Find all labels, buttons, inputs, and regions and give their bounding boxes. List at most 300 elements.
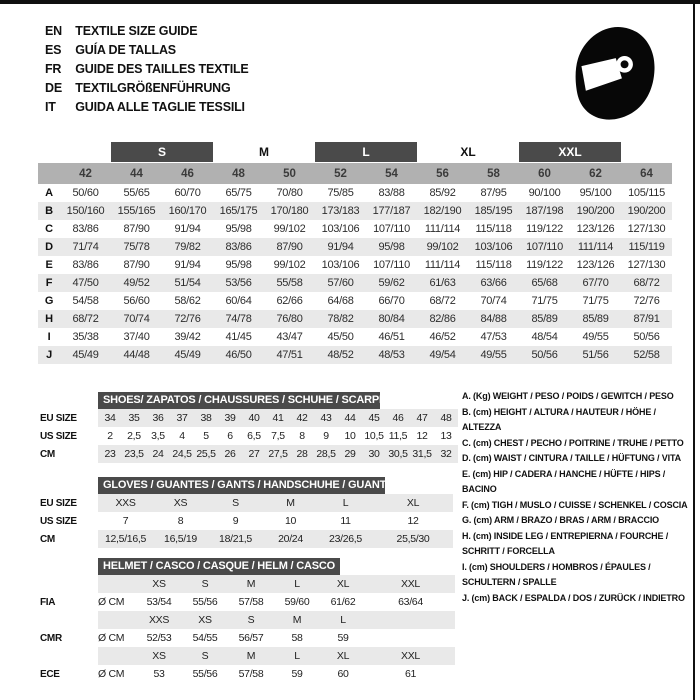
cell-value: 99/102 xyxy=(273,223,306,235)
cell-value: 63/64 xyxy=(398,596,423,608)
shoes-size-section xyxy=(40,392,458,463)
cell-value: 75/85 xyxy=(327,187,354,199)
cell-value: 25,5 xyxy=(194,445,218,463)
cell-value: 72/76 xyxy=(633,295,660,307)
corner-cell xyxy=(38,163,60,184)
cell-value: 48/54 xyxy=(531,331,558,343)
cell-value: XS xyxy=(136,647,182,665)
cell-value: 39 xyxy=(218,409,242,427)
cell-value: 68/72 xyxy=(621,274,672,292)
table-row xyxy=(38,238,672,256)
cell-value: 34 xyxy=(98,409,122,427)
cell-value: 50/60 xyxy=(72,187,99,199)
gloves-size-table xyxy=(40,494,453,548)
cell-value: 46 xyxy=(386,409,410,427)
cell-value: 61/62 xyxy=(330,596,356,608)
measurement-legend xyxy=(462,389,693,606)
cell-value: 177/187 xyxy=(366,202,417,220)
language-code: IT xyxy=(45,100,56,114)
size-number-header-row xyxy=(38,163,672,184)
cell-value: 27,5 xyxy=(266,445,290,463)
cell-value: 7 xyxy=(122,515,129,527)
cell-value: XL xyxy=(373,494,453,512)
cell-value: 52/58 xyxy=(621,346,672,364)
legend-item-waist: D. (cm) WAIST / CINTURA / TAILLE / HÜFTUNG / VITA xyxy=(462,453,681,463)
cell-value: 47/51 xyxy=(264,346,315,364)
cell-value: 3,5 xyxy=(151,430,165,442)
cell-value: 30 xyxy=(362,445,386,463)
cell-value: 28,5 xyxy=(314,445,338,463)
cell-value: 45/49 xyxy=(60,346,111,364)
size-column-header: 48 xyxy=(213,163,264,184)
cell-value: 70/74 xyxy=(111,310,162,328)
shoes-section-header: SHOES/ ZAPATOS / CHAUSSURES / SCHUHE / SCARPE xyxy=(98,392,380,409)
cell-value: 30,5 xyxy=(386,445,410,463)
cell-value: Ø CM xyxy=(98,668,125,680)
cell-value xyxy=(98,575,136,593)
cell-value: XL xyxy=(320,647,366,665)
language-code: EN xyxy=(45,24,62,38)
cell-value: XXS xyxy=(136,611,182,629)
cell-value: 9 xyxy=(323,430,329,442)
cell-value: 107/110 xyxy=(373,259,410,271)
cell-value: S xyxy=(182,575,228,593)
language-row-es xyxy=(45,41,249,60)
cell-value: 53/54 xyxy=(146,596,172,608)
cell-value: XL xyxy=(320,575,366,593)
table-row xyxy=(38,256,672,274)
table-row xyxy=(40,409,458,427)
cell-value: L xyxy=(274,647,320,665)
cell-value: 60/64 xyxy=(225,295,252,307)
row-label: EU SIZE xyxy=(40,494,98,512)
language-code: ES xyxy=(45,43,62,57)
cell-value: 65/75 xyxy=(225,187,252,199)
cell-value: 87/90 xyxy=(123,259,150,271)
cell-value: 26 xyxy=(218,445,242,463)
cell-value: XS xyxy=(153,494,208,512)
row-label xyxy=(40,611,98,629)
row-label xyxy=(40,647,98,665)
helmet-icon xyxy=(570,22,658,126)
cell-value: 87/90 xyxy=(123,223,150,235)
cell-value: 46/50 xyxy=(213,346,264,364)
cell-value: 37/40 xyxy=(123,331,150,343)
cell-value: 45 xyxy=(362,409,386,427)
language-row-en xyxy=(45,22,249,41)
cell-value: 57/58 xyxy=(238,668,264,680)
cell-value: L xyxy=(320,611,366,629)
guide-title: GUÍA DE TALLAS xyxy=(75,43,176,57)
cell-value: 111/114 xyxy=(424,259,461,271)
table-row xyxy=(38,184,672,202)
cell-value: 119/122 xyxy=(526,259,563,271)
language-row-it xyxy=(45,98,249,117)
cell-value: 8 xyxy=(177,515,184,527)
helmet-section-header: HELMET / CASCO / CASQUE / HELM / CASCO xyxy=(98,558,340,575)
cell-value: 24 xyxy=(146,445,170,463)
cell-value: 56/57 xyxy=(238,632,264,644)
cell-value: 50/56 xyxy=(519,346,570,364)
cell-value: 66/70 xyxy=(378,295,405,307)
cell-value: 79/82 xyxy=(162,238,213,256)
cell-value: 71/74 xyxy=(60,238,111,256)
cell-value: 87/90 xyxy=(264,238,315,256)
cell-value: 95/98 xyxy=(225,223,252,235)
language-code: FR xyxy=(45,62,62,76)
cell-value: 10 xyxy=(284,515,297,527)
row-label: H xyxy=(38,310,60,328)
cell-value: 65/68 xyxy=(519,274,570,292)
cell-value: 40 xyxy=(242,409,266,427)
row-label: CMR xyxy=(40,629,98,647)
cell-value: 70/80 xyxy=(276,187,303,199)
size-group-l: L xyxy=(315,142,417,162)
cell-value: 71/75 xyxy=(582,295,609,307)
cell-value: XXL xyxy=(366,647,455,665)
cell-value xyxy=(98,611,136,629)
table-row xyxy=(40,427,458,445)
cell-value: 185/195 xyxy=(468,202,519,220)
cell-value: 36 xyxy=(146,409,170,427)
cell-value: 76/80 xyxy=(264,310,315,328)
helmet-size-section xyxy=(40,558,455,683)
cell-value: 103/106 xyxy=(468,238,519,256)
cell-value: 32 xyxy=(434,445,458,463)
cell-value: 63/66 xyxy=(468,274,519,292)
cell-value: 49/54 xyxy=(417,346,468,364)
guide-title: GUIDE DES TAILLES TEXTILE xyxy=(75,62,249,76)
cell-value: 173/183 xyxy=(315,202,366,220)
cell-value xyxy=(366,611,455,629)
table-row xyxy=(40,445,458,463)
cell-value: 90/100 xyxy=(528,187,561,199)
table-row xyxy=(38,292,672,310)
cell-value: 91/94 xyxy=(315,238,366,256)
cell-value: 62/66 xyxy=(276,295,303,307)
language-title-list xyxy=(45,22,249,117)
cell-value: 11 xyxy=(340,515,351,527)
row-label: E xyxy=(45,259,53,271)
cell-value: 150/160 xyxy=(60,202,111,220)
cell-value: 43 xyxy=(314,409,338,427)
cell-value: 59 xyxy=(337,632,349,644)
gloves-size-section xyxy=(40,477,453,548)
cell-value: 6 xyxy=(227,430,233,442)
guide-title: TEXTILGRÖßENFÜHRUNG xyxy=(75,81,231,95)
row-label: EU SIZE xyxy=(40,409,98,427)
cell-value: XXS xyxy=(98,494,153,512)
cell-value: 83/88 xyxy=(378,187,405,199)
legend-item-back: J. (cm) BACK / ESPALDA / DOS / ZURÜCK / INDIETRO xyxy=(462,592,685,603)
table-row xyxy=(40,530,453,548)
cell-value: Ø CM xyxy=(98,632,125,644)
helmet-size-table xyxy=(40,575,455,683)
legend-item-weight: A. (Kg) WEIGHT / PESO / POIDS / GEWITCH / PESO xyxy=(462,391,674,401)
cell-value: 54/58 xyxy=(72,295,99,307)
cell-value: 74/78 xyxy=(213,310,264,328)
cell-value: 85/92 xyxy=(429,187,456,199)
row-label: US SIZE xyxy=(40,512,98,530)
cell-value: 53 xyxy=(153,668,165,680)
cell-value: 67/70 xyxy=(570,274,621,292)
legend-item-height: B. (cm) HEIGHT / ALTURA / HAUTEUR / HÖHE / ALTEZZA xyxy=(462,406,656,432)
size-column-header: 44 xyxy=(111,163,162,184)
cell-value: 83/86 xyxy=(72,223,99,235)
cell-value: 9 xyxy=(232,515,239,527)
cell-value: 182/190 xyxy=(417,202,468,220)
textile-size-table xyxy=(38,163,672,364)
cell-value: 59/62 xyxy=(366,274,417,292)
row-label: D xyxy=(38,238,60,256)
row-label: FIA xyxy=(40,593,98,611)
table-row xyxy=(40,665,455,683)
cell-value: 57/58 xyxy=(238,596,264,608)
cell-value: 59/60 xyxy=(284,596,310,608)
cell-value: 115/119 xyxy=(621,238,672,256)
cell-value: 44/48 xyxy=(111,346,162,364)
cell-value: 31,5 xyxy=(410,445,434,463)
cell-value: 190/200 xyxy=(621,202,672,220)
table-row xyxy=(38,328,672,346)
cell-value: 12 xyxy=(407,515,419,527)
table-row xyxy=(40,593,455,611)
table-row xyxy=(38,346,672,364)
legend-item-shoulders: I. (cm) SHOULDERS / HOMBROS / ÉPAULES / SCHULTERN / SPALLE xyxy=(462,561,651,587)
cell-value: 55/56 xyxy=(192,596,218,608)
cell-value: 187/198 xyxy=(519,202,570,220)
cell-value: 70/74 xyxy=(480,295,507,307)
cell-value: 13 xyxy=(440,430,452,442)
cell-value: 91/94 xyxy=(174,259,201,271)
cell-value: 53/56 xyxy=(213,274,264,292)
cell-value: 47 xyxy=(410,409,434,427)
legend-item-tigh: F. (cm) TIGH / MUSLO / CUISSE / SCHENKEL / COSCIA xyxy=(462,499,688,510)
cell-value: 51/56 xyxy=(570,346,621,364)
cell-value: 60 xyxy=(337,668,349,680)
cell-value: 2,5 xyxy=(127,430,141,442)
cell-value: M xyxy=(228,647,274,665)
legend-item-arm: G. (cm) ARM / BRAZO / BRAS / ARM / BRACCIO xyxy=(462,515,660,525)
cell-value: 119/122 xyxy=(526,223,563,235)
cell-value: 78/82 xyxy=(315,310,366,328)
cell-value: 83/86 xyxy=(72,259,99,271)
shoes-size-table xyxy=(40,409,458,463)
cell-value: M xyxy=(263,494,318,512)
row-label xyxy=(40,575,98,593)
cell-value: 60/70 xyxy=(174,187,201,199)
cell-value: XS xyxy=(182,611,228,629)
cell-value: 10 xyxy=(344,430,356,442)
cell-value: 57/60 xyxy=(315,274,366,292)
cell-value: 55/65 xyxy=(123,187,150,199)
table-row xyxy=(40,629,455,647)
cell-value: 87/91 xyxy=(621,310,672,328)
cell-value: 49/55 xyxy=(582,331,609,343)
cell-value: 44 xyxy=(338,409,362,427)
cell-value: 49/55 xyxy=(468,346,519,364)
cell-value: 55/58 xyxy=(264,274,315,292)
row-label: B xyxy=(38,202,60,220)
cell-value: 38 xyxy=(194,409,218,427)
cell-value: 115/118 xyxy=(475,223,512,235)
cell-value: 107/110 xyxy=(519,238,570,256)
textile-size-table-section xyxy=(38,142,672,364)
size-group-s: S xyxy=(111,142,213,162)
row-label: ECE xyxy=(40,665,98,683)
shoes-rows xyxy=(40,409,458,463)
row-label: CM xyxy=(40,530,98,548)
page-border-top xyxy=(0,0,700,4)
cell-value: 7,5 xyxy=(271,430,285,442)
cell-value: 85/89 xyxy=(519,310,570,328)
size-group-m: M xyxy=(259,145,269,159)
cell-value: 103/106 xyxy=(321,259,360,271)
cell-value: 105/115 xyxy=(628,187,665,199)
cell-value: 127/130 xyxy=(627,223,666,235)
table-row xyxy=(38,220,672,238)
cell-value: 115/118 xyxy=(475,259,512,271)
cell-value xyxy=(98,647,136,665)
cell-value: 58 xyxy=(291,632,303,644)
cell-value: 12,5/16,5 xyxy=(98,530,153,548)
size-column-header: 54 xyxy=(366,163,417,184)
cell-value: 47/50 xyxy=(60,274,111,292)
size-column-header: 56 xyxy=(417,163,468,184)
cell-value: 82/86 xyxy=(417,310,468,328)
cell-value: 68/72 xyxy=(60,310,111,328)
cell-value: 46/51 xyxy=(378,331,405,343)
gloves-section-header: GLOVES / GUANTES / GANTS / HANDSCHUHE / GUANTI xyxy=(98,477,385,494)
table-row xyxy=(40,494,453,512)
cell-value: 48/53 xyxy=(366,346,417,364)
cell-value: 43/47 xyxy=(276,331,303,343)
cell-value: 41/45 xyxy=(225,331,252,343)
page-border-right xyxy=(693,0,695,700)
cell-value: 170/180 xyxy=(264,202,315,220)
cell-value: 24,5 xyxy=(170,445,194,463)
cell-value: 50/56 xyxy=(633,331,660,343)
cell-value: 16,5/19 xyxy=(153,530,208,548)
cell-value: 64/68 xyxy=(327,295,354,307)
row-label: CM xyxy=(40,445,98,463)
cell-value: 68/72 xyxy=(429,295,456,307)
cell-value: 160/170 xyxy=(162,202,213,220)
cell-value: 59 xyxy=(291,668,303,680)
cell-value: 29 xyxy=(338,445,362,463)
cell-value: 75/78 xyxy=(111,238,162,256)
cell-value: 4 xyxy=(179,430,185,442)
cell-value: 41 xyxy=(266,409,290,427)
cell-value: 23 xyxy=(98,445,122,463)
cell-value: 95/98 xyxy=(225,259,252,271)
size-group-band xyxy=(38,142,672,163)
table-row xyxy=(40,512,453,530)
cell-value: 6,5 xyxy=(247,430,261,442)
language-row-de xyxy=(45,79,249,98)
cell-value: 111/114 xyxy=(424,223,461,235)
cell-value: 45/50 xyxy=(327,331,354,343)
cell-value: 23/26,5 xyxy=(318,530,373,548)
cell-value: 155/165 xyxy=(111,202,162,220)
measurement-rows xyxy=(38,184,672,364)
language-code: DE xyxy=(45,81,62,95)
row-label: F xyxy=(38,274,60,292)
cell-value: 23,5 xyxy=(122,445,146,463)
cell-value: 61 xyxy=(404,668,417,680)
cell-value: 61/63 xyxy=(417,274,468,292)
row-label: A xyxy=(45,187,53,199)
cell-value: 37 xyxy=(170,409,194,427)
cell-value: 123/126 xyxy=(576,259,615,271)
row-label: I xyxy=(47,331,51,343)
cell-value: 27 xyxy=(242,445,266,463)
size-column-header: 42 xyxy=(60,163,111,184)
size-column-header: 60 xyxy=(519,163,570,184)
cell-value: 35/38 xyxy=(72,331,99,343)
size-column-header: 52 xyxy=(315,163,366,184)
cell-value: 48/52 xyxy=(315,346,366,364)
cell-value: 52/53 xyxy=(146,632,172,644)
size-column-header: 62 xyxy=(570,163,621,184)
cell-value: 111/114 xyxy=(570,238,621,256)
cell-value: 95/98 xyxy=(366,238,417,256)
cell-value: 91/94 xyxy=(174,223,201,235)
cell-value: 71/75 xyxy=(531,295,558,307)
table-row xyxy=(38,310,672,328)
cell-value: 51/54 xyxy=(162,274,213,292)
cell-value: 42 xyxy=(290,409,314,427)
cell-value: 87/95 xyxy=(480,187,507,199)
cell-value: 72/76 xyxy=(162,310,213,328)
legend-item-hip: E. (cm) HIP / CADERA / HANCHE / HÜFTE / HIPS / BACINO xyxy=(462,468,666,494)
table-row xyxy=(38,274,672,292)
legend-item-inside-leg: H. (cm) INSIDE LEG / ENTREPIERNA / FOURCHE / SCHRITT / FORCELLA xyxy=(462,530,669,556)
size-group-xl: XL xyxy=(460,145,476,159)
cell-value: 10,5 xyxy=(364,430,384,442)
helmet-rows xyxy=(40,575,455,683)
size-column-header: 50 xyxy=(264,163,315,184)
guide-title: TEXTILE SIZE GUIDE xyxy=(75,24,198,38)
row-label: G xyxy=(44,295,54,307)
cell-value: L xyxy=(274,575,320,593)
cell-value: 85/89 xyxy=(570,310,621,328)
cell-value: 8 xyxy=(299,430,305,442)
cell-value: S xyxy=(208,494,263,512)
cell-value: 127/130 xyxy=(627,259,666,271)
cell-value: 5 xyxy=(203,430,209,442)
cell-value: 56/60 xyxy=(123,295,150,307)
cell-value: 99/102 xyxy=(273,259,306,271)
legend-item-chest: C. (cm) CHEST / PECHO / POITRINE / TRUHE / PETTO xyxy=(462,437,684,448)
row-label: J xyxy=(38,346,60,364)
cell-value: 80/84 xyxy=(366,310,417,328)
cell-value: 18/21,5 xyxy=(208,530,263,548)
cell-value: 123/126 xyxy=(576,223,615,235)
size-column-header: 58 xyxy=(468,163,519,184)
table-row xyxy=(40,575,455,593)
cell-value: 107/110 xyxy=(373,223,410,235)
cell-value: 39/42 xyxy=(174,331,201,343)
cell-value: 46/52 xyxy=(429,331,456,343)
guide-title: GUIDA ALLE TAGLIE TESSILI xyxy=(75,100,245,114)
cell-value: XXL xyxy=(366,575,455,593)
cell-value: 83/86 xyxy=(213,238,264,256)
cell-value: 11,5 xyxy=(388,430,408,442)
cell-value: L xyxy=(318,494,373,512)
cell-value: 165/175 xyxy=(213,202,264,220)
cell-value: 54/55 xyxy=(192,632,218,644)
